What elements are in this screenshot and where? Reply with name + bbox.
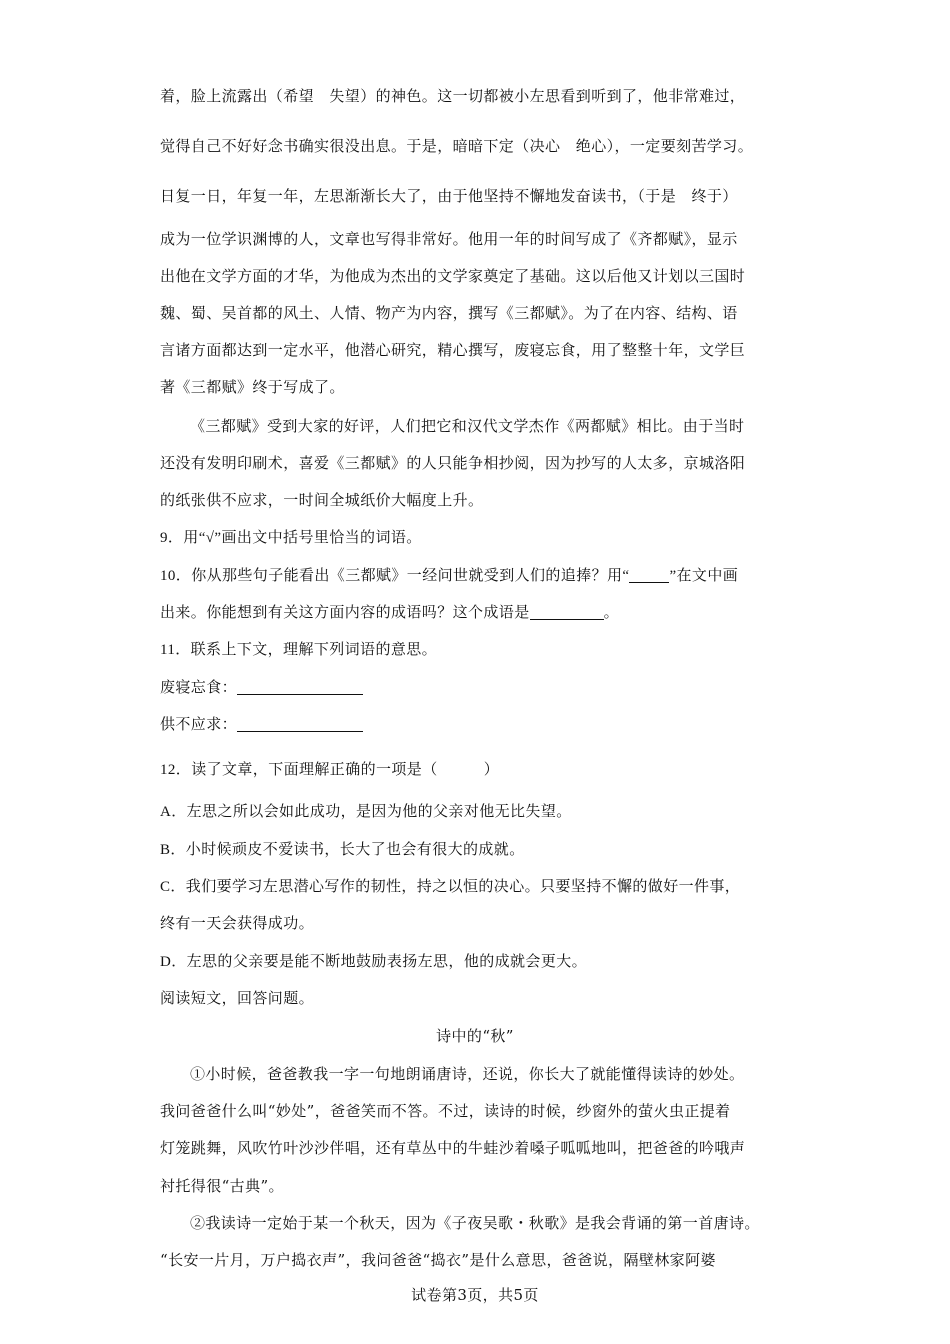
option-b[interactable]: B．小时候顽皮不爱读书，长大了也会有很大的成就。 bbox=[160, 842, 525, 858]
question-text: 。 bbox=[603, 605, 620, 621]
article-line: ②我读诗一定始于某一个秋天，因为《子夜吴歌・秋歌》是我会背诵的第一首唐诗。 bbox=[190, 1214, 760, 1232]
passage-line: 《三都赋》受到大家的好评，人们把它和汉代文学杰作《两都赋》相比。由于当时 bbox=[190, 417, 745, 435]
passage-line: 着，脸上流露出（希望 失望）的神色。这一切都被小左思看到听到了，他非常难过， bbox=[160, 87, 746, 105]
question-12: 12．读了文章，下面理解正确的一项是（ ） bbox=[160, 762, 500, 778]
question-11-item bbox=[160, 715, 363, 735]
option-c[interactable]: C．我们要学习左思潜心写作的韧性，持之以恒的决心。只要坚持不懈的做好一件事， bbox=[160, 879, 741, 895]
option-a[interactable]: A．左思之所以会如此成功，是因为他的父亲对他无比失望。 bbox=[160, 804, 572, 820]
article-title: 诗中的“秋” bbox=[436, 1027, 514, 1045]
answer-blank[interactable] bbox=[237, 715, 363, 732]
article-line: 衬托得很“古典”。 bbox=[160, 1177, 284, 1195]
passage-line: 言诸方面都达到一定水平，他潜心研究，精心撰写，废寝忘食，用了整整十年，文学巨 bbox=[160, 341, 746, 359]
page-footer: 试卷第3页，共5页 bbox=[411, 1286, 539, 1304]
question-text: 10．你从那些句子能看出《三都赋》一经问世就受到人们的追捧？用“ bbox=[160, 568, 630, 584]
answer-blank[interactable] bbox=[530, 603, 604, 620]
article-line: 灯笼跳舞，风吹竹叶沙沙伴唱，还有草丛中的牛蛙沙着嗓子呱呱地叫，把爸爸的吟哦声 bbox=[160, 1139, 746, 1157]
question-11-item bbox=[160, 678, 363, 698]
term-label: 供不应求： bbox=[160, 717, 238, 733]
reading-instruction: 阅读短文，回答问题。 bbox=[160, 991, 315, 1007]
term-label: 废寝忘食： bbox=[160, 680, 238, 696]
question-10 bbox=[160, 566, 738, 586]
passage-line: 著《三都赋》终于写成了。 bbox=[160, 378, 345, 396]
option-c-continued: 终有一天会获得成功。 bbox=[160, 916, 315, 932]
passage-line: 的纸张供不应求，一时间全城纸价大幅度上升。 bbox=[160, 491, 484, 509]
article-line: 我问爸爸什么叫“妙处”，爸爸笑而不答。不过，读诗的时候，纱窗外的萤火虫正提着 bbox=[160, 1102, 731, 1120]
passage-line: 还没有发明印刷术，喜爱《三都赋》的人只能争相抄阅，因为抄写的人太多，京城洛阳 bbox=[160, 454, 746, 472]
passage-line: 魏、蜀、吴首都的风土、人情、物产为内容，撰写《三都赋》。为了在内容、结构、语 bbox=[160, 304, 738, 322]
underline-sample bbox=[629, 566, 669, 583]
question-text: ”在文中画 bbox=[669, 568, 739, 584]
answer-blank[interactable] bbox=[237, 678, 363, 695]
question-10-continued bbox=[160, 603, 619, 623]
passage-line: 成为一位学识渊博的人，文章也写得非常好。他用一年的时间写成了《齐都赋》，显示 bbox=[160, 230, 738, 248]
question-text: 出来。你能想到有关这方面内容的成语吗？这个成语是 bbox=[160, 605, 530, 621]
option-d[interactable]: D．左思的父亲要是能不断地鼓励表扬左思，他的成就会更大。 bbox=[160, 954, 588, 970]
passage-line: 日复一日，年复一年，左思渐渐长大了，由于他坚持不懈地发奋读书，（于是 终于） bbox=[160, 187, 738, 205]
question-9: 9．用“√”画出文中括号里恰当的词语。 bbox=[160, 530, 422, 546]
passage-line: 觉得自己不好好念书确实很没出息。于是，暗暗下定（决心 绝心），一定要刻苦学习。 bbox=[160, 137, 754, 155]
question-11: 11．联系上下文，理解下列词语的意思。 bbox=[160, 642, 438, 658]
passage-line: 出他在文学方面的才华，为他成为杰出的文学家奠定了基础。这以后他又计划以三国时 bbox=[160, 267, 746, 285]
article-line: ①小时候，爸爸教我一字一句地朗诵唐诗，还说，你长大了就能懂得读诗的妙处。 bbox=[190, 1065, 745, 1083]
article-line: “长安一片月，万户捣衣声”，我问爸爸“捣衣”是什么意思，爸爸说，隔壁林家阿婆 bbox=[160, 1251, 716, 1269]
